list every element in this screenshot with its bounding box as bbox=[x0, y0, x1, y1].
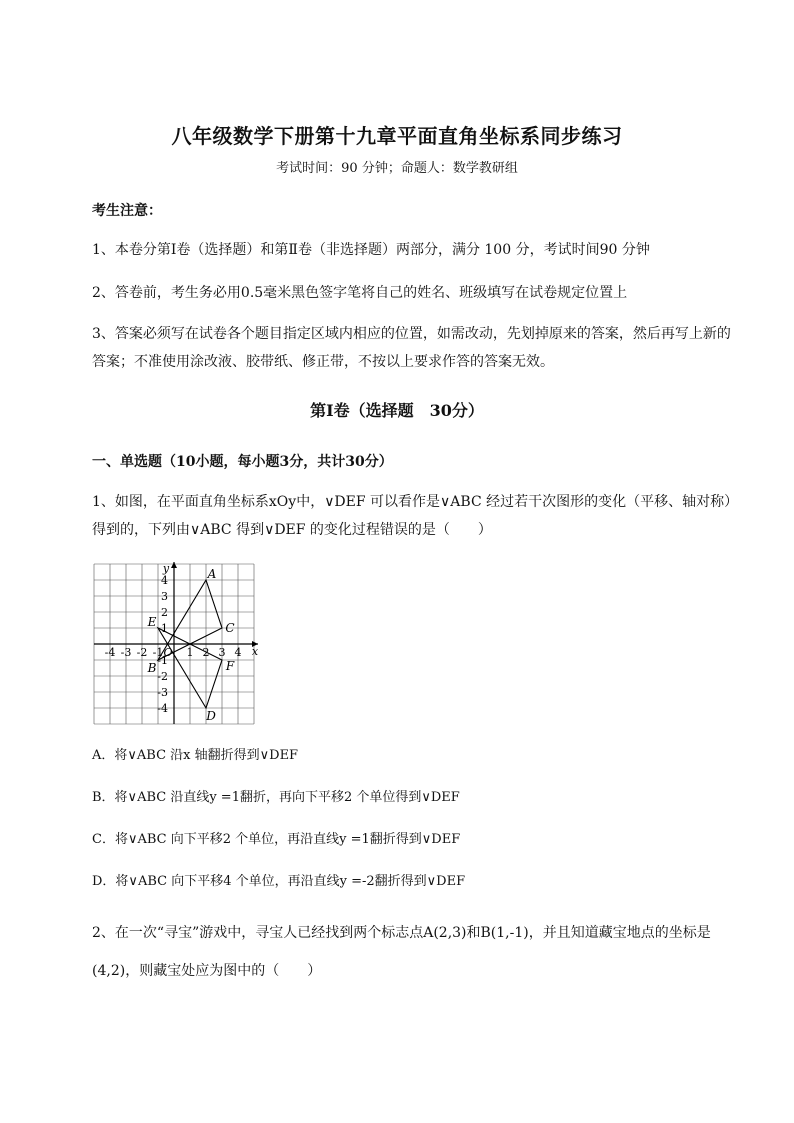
question-1-text: 1、如图，在平面直角坐标系xOy中，∨DEF 可以看作是∨ABC 经过若干次图形的变化（平移、轴对称）得到的，下列由∨ABC 得到∨DEF 的变化过程错误的是（ ） bbox=[92, 494, 739, 538]
part-heading: 一、单选题（10小题，每小题3分，共计30分） bbox=[92, 454, 393, 470]
x-tick-label: 4 bbox=[234, 646, 242, 659]
q1-option-c: C．将∨ABC 向下平移2 个单位，再沿直线y =1翻折得到∨DEF bbox=[92, 832, 461, 847]
point-label-e: E bbox=[147, 615, 157, 629]
point-label-c: C bbox=[225, 621, 235, 635]
notice-heading: 考生注意： bbox=[92, 203, 162, 219]
exam-subtitle: 考试时间：90 分钟；命题人：数学教研组 bbox=[276, 161, 518, 176]
y-tick-label: -4 bbox=[157, 702, 168, 715]
y-axis-arrow bbox=[171, 562, 177, 568]
section-title: 第Ⅰ卷（选择题 30分） bbox=[310, 401, 484, 420]
exam-title: 八年级数学下册第十九章平面直角坐标系同步练习 bbox=[171, 124, 623, 148]
x-tick-label: 3 bbox=[218, 646, 226, 659]
notice-item-1: 1、本卷分第Ⅰ卷（选择题）和第Ⅱ卷（非选择题）两部分，满分 100 分，考试时间90 分钟 bbox=[92, 242, 650, 258]
graph-axes bbox=[94, 562, 258, 724]
y-axis-label: y bbox=[162, 562, 170, 575]
x-tick-label: 2 bbox=[202, 646, 210, 659]
point-label-d: D bbox=[206, 709, 216, 723]
point-label-f: F bbox=[225, 659, 235, 673]
y-tick-label: 3 bbox=[161, 590, 168, 603]
q1-option-b: B．将∨ABC 沿直线y =1翻折，再向下平移2 个单位得到∨DEF bbox=[92, 790, 460, 805]
point-label-b: B bbox=[147, 661, 157, 675]
y-tick-label: -3 bbox=[157, 686, 168, 699]
q1-option-a: A．将∨ABC 沿x 轴翻折得到∨DEF bbox=[92, 748, 299, 763]
x-tick-label: O bbox=[163, 646, 173, 659]
y-tick-label: 2 bbox=[161, 606, 168, 619]
x-tick-label: -2 bbox=[136, 646, 148, 659]
y-tick-label: -1 bbox=[157, 654, 168, 667]
coordinate-graph bbox=[92, 562, 262, 727]
x-tick-label: -3 bbox=[120, 646, 132, 659]
point-label-a: A bbox=[207, 567, 217, 581]
y-tick-label: 1 bbox=[161, 622, 168, 635]
notice-item-2: 2、答卷前，考生务必用0.5毫米黑色签字笔将自己的姓名、班级填写在试卷规定位置上 bbox=[92, 285, 628, 301]
x-tick-label: -4 bbox=[104, 646, 116, 659]
notice-item-3: 3、答案必须写在试卷各个题目指定区域内相应的位置，如需改动，先划掉原来的答案，然后再写上新的答案；不准使用涂改液、胶带纸、修正带，不按以上要求作答的答案无效。 bbox=[92, 326, 731, 370]
q1-option-d: D．将∨ABC 向下平移4 个单位，再沿直线y =-2翻折得到∨DEF bbox=[92, 874, 466, 889]
graph-labels bbox=[105, 562, 259, 723]
question-2-text: 2、在一次“寻宝”游戏中，寻宝人已经找到两个标志点A(2,3)和B(1,-1)，并且知道藏宝地点的坐标是(4,2)，则藏宝处应为图中的（ ） bbox=[92, 925, 711, 979]
x-tick-label: 1 bbox=[186, 646, 194, 659]
x-tick-label: -1 bbox=[152, 646, 164, 659]
y-tick-label: -2 bbox=[157, 670, 168, 683]
y-tick-label: 4 bbox=[161, 574, 168, 587]
x-axis-label: x bbox=[251, 645, 259, 658]
